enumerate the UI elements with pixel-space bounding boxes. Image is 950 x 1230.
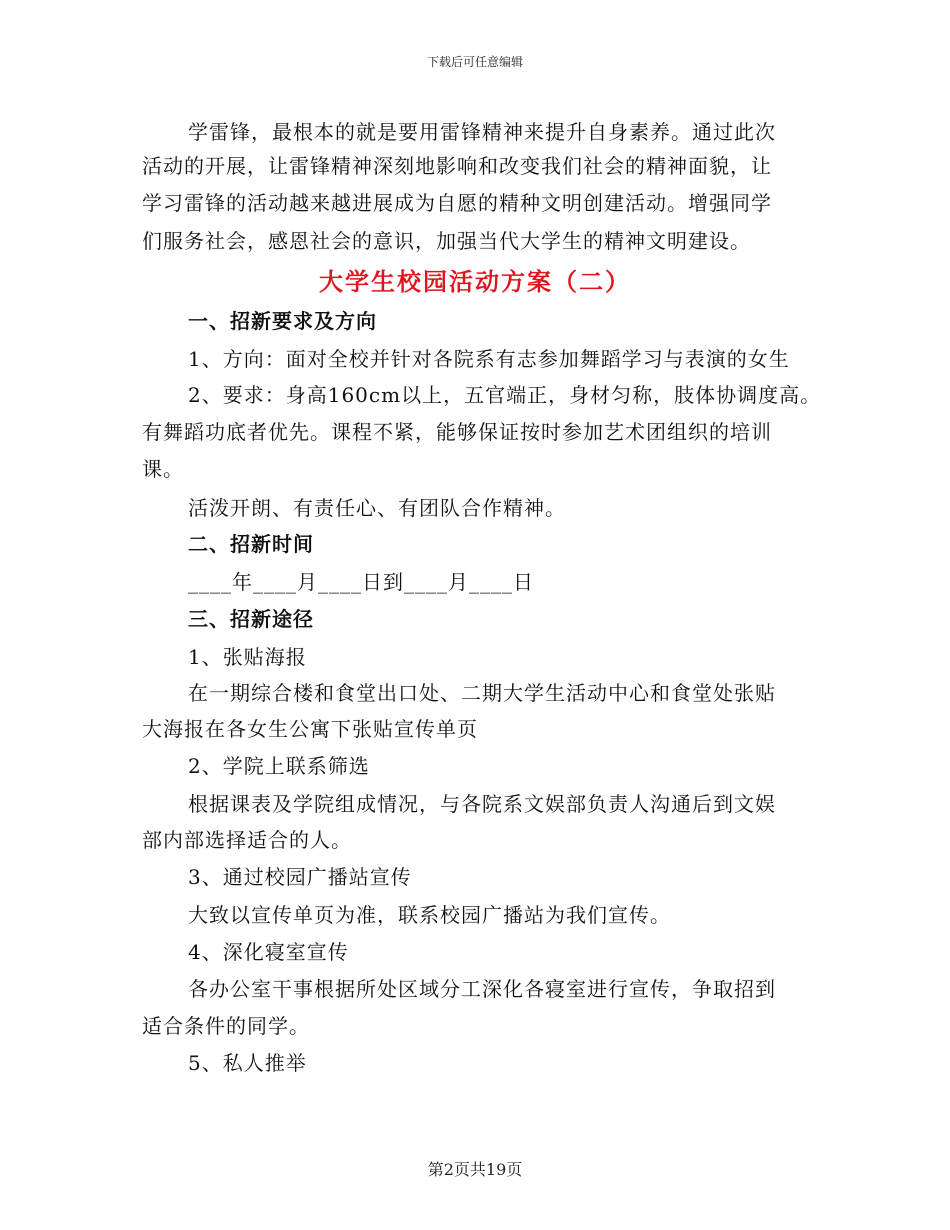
section3-sub1-text-1: 在一期综合楼和食堂出口处、二期大学生活动中心和食堂处张贴	[188, 681, 776, 705]
document-title: 大学生校园活动方案（二）	[319, 268, 631, 296]
section3-heading: 三、招新途径	[188, 607, 314, 631]
section1-item1: 1、方向：面对全校并针对各院系有志参加舞蹈学习与表演的女生	[188, 347, 790, 371]
section3-sub3-text: 大致以宣传单页为准，联系校园广播站为我们宣传。	[188, 903, 671, 927]
section3-sub2: 2、学院上联系筛选	[188, 754, 370, 778]
page-footer: 第2页共19页	[427, 1160, 523, 1179]
section3-sub2-text-2: 部内部选择适合的人。	[142, 828, 352, 852]
section2-heading: 二、招新时间	[188, 532, 314, 556]
section3-sub2-text-1: 根据课表及学院组成情况，与各院系文娱部负责人沟通后到文娱	[188, 792, 776, 816]
intro-line-4: 们服务社会，感恩社会的意识，加强当代大学生的精神文明建设。	[142, 229, 751, 253]
page-header: 下载后可任意编辑	[426, 55, 523, 69]
section3-sub4-text-2: 适合条件的同学。	[142, 1014, 310, 1038]
section1-item2-line2: 有舞蹈功底者优先。课程不紧，能够保证按时参加艺术团组织的培训	[142, 420, 772, 444]
section3-sub5: 5、私人推举	[188, 1051, 307, 1075]
section2-date-line: ____年____月____日到____月____日	[188, 570, 534, 594]
section3-sub1-text-2: 大海报在各女生公寓下张贴宣传单页	[142, 717, 478, 741]
section3-sub4-text-1: 各办公室干事根据所处区域分工深化各寝室进行宣传，争取招到	[188, 977, 776, 1001]
section3-sub1: 1、张贴海报	[188, 645, 307, 669]
section1-item2-line1: 2、要求：身高160cm以上，五官端正，身材匀称，肢体协调度高。	[188, 383, 822, 407]
section3-sub3: 3、通过校园广播站宣传	[188, 865, 412, 889]
intro-line-2: 活动的开展，让雷锋精神深刻地影响和改变我们社会的精神面貌，让	[142, 154, 772, 178]
section3-sub4: 4、深化寝室宣传	[188, 940, 349, 964]
intro-line-3: 学习雷锋的活动越来越进展成为自愿的精种文明创建活动。增强同学	[142, 191, 772, 215]
intro-line-1: 学雷锋，最根本的就是要用雷锋精神来提升自身素养。通过此次	[188, 120, 776, 144]
section1-item2-line3: 课。	[142, 457, 184, 481]
section1-extra: 活泼开朗、有责任心、有团队合作精神。	[188, 496, 566, 520]
section1-heading: 一、招新要求及方向	[188, 309, 377, 333]
